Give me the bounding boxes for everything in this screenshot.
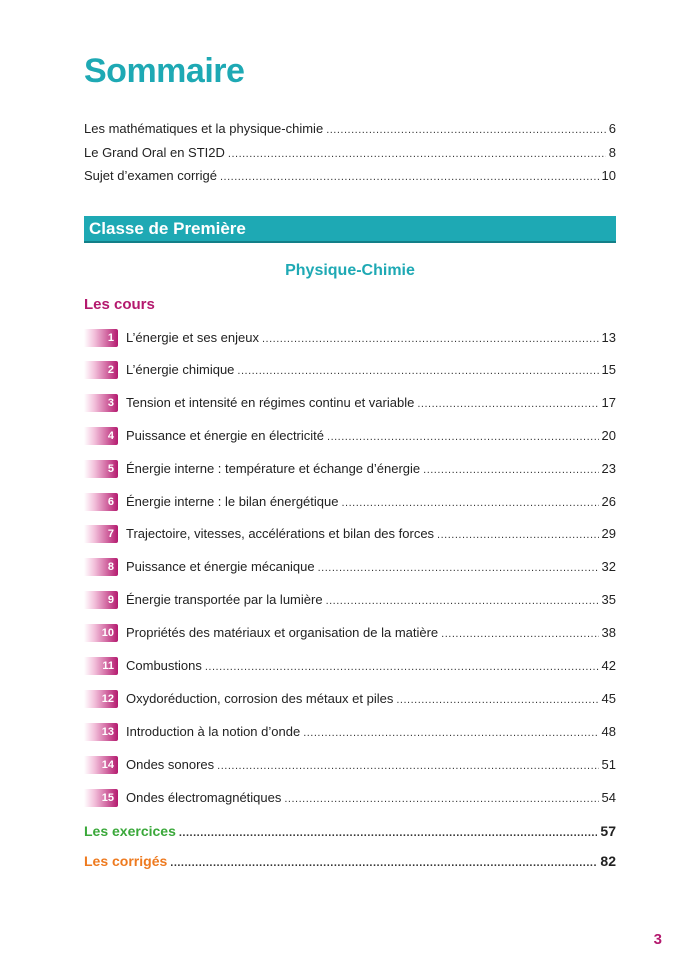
toc-entry-exercises[interactable] — [84, 821, 616, 841]
dot-leader — [327, 427, 599, 447]
course-label: Oxydoréduction, corrosion des métaux et piles — [126, 691, 394, 706]
corrections-page: 82 — [600, 853, 616, 869]
dot-leader — [262, 329, 599, 349]
course-entry[interactable] — [126, 459, 616, 479]
course-label: Combustions — [126, 658, 202, 673]
course-entry[interactable] — [126, 788, 616, 808]
chapter-number-badge: 9 — [84, 591, 118, 609]
course-entry[interactable] — [126, 689, 616, 709]
course-label: Tension et intensité en régimes continu et variable — [126, 395, 415, 410]
dot-leader — [205, 657, 599, 677]
chapter-number-badge: 4 — [84, 427, 118, 445]
course-page: 54 — [601, 790, 616, 805]
course-page: 32 — [601, 559, 616, 574]
course-entry[interactable] — [126, 328, 616, 348]
dot-leader — [237, 361, 598, 381]
dot-leader — [179, 823, 598, 843]
dot-leader — [217, 756, 598, 776]
dot-leader — [170, 853, 597, 873]
toc-entry-label: Le Grand Oral en STI2D — [84, 145, 225, 160]
courses-heading: Les cours — [84, 296, 155, 313]
course-page: 13 — [601, 330, 616, 345]
toc-entry-grand-oral[interactable] — [84, 143, 616, 163]
course-entry[interactable] — [126, 557, 616, 577]
course-label: Trajectoire, vitesses, accélérations et bilan des forces — [126, 526, 435, 541]
course-entry[interactable] — [126, 426, 616, 446]
exercises-page: 57 — [600, 823, 616, 839]
page-title: Sommaire — [84, 52, 245, 90]
toc-entry-label: Les mathématiques et la physique-chimie — [84, 121, 324, 136]
toc-entry-label: Sujet d’examen corrigé — [84, 168, 217, 183]
toc-entry-page: 10 — [601, 168, 616, 183]
dot-leader — [423, 460, 598, 480]
course-page: 45 — [601, 691, 616, 706]
dot-leader — [284, 789, 598, 809]
course-entry[interactable] — [126, 492, 616, 512]
dot-leader — [437, 525, 598, 545]
toc-entry-exam-subject[interactable] — [84, 166, 616, 186]
toc-entry-corrections[interactable] — [84, 851, 616, 871]
dot-leader — [417, 394, 598, 414]
dot-leader — [318, 558, 599, 578]
chapter-number-badge: 15 — [84, 789, 118, 807]
subject-title: Physique-Chimie — [285, 262, 415, 279]
exercises-label: Les exercices — [84, 823, 176, 839]
course-entry[interactable] — [126, 755, 616, 775]
course-entry[interactable] — [126, 393, 616, 413]
dot-leader — [396, 690, 598, 710]
page-number: 3 — [653, 931, 662, 948]
dot-leader — [441, 624, 598, 644]
course-label: Propriétés des matériaux et organisation de la matière — [126, 625, 439, 640]
chapter-number-badge: 3 — [84, 394, 118, 412]
course-label: L’énergie et ses enjeux — [126, 330, 259, 345]
chapter-number-badge: 14 — [84, 756, 118, 774]
toc-entry-page: 8 — [608, 145, 616, 160]
course-label: Puissance et énergie mécanique — [126, 559, 315, 574]
course-page: 35 — [601, 592, 616, 607]
course-label: Énergie interne : le bilan énergétique — [126, 494, 339, 509]
course-page: 29 — [601, 526, 616, 541]
chapter-number-badge: 1 — [84, 329, 118, 347]
course-entry[interactable] — [126, 524, 616, 544]
course-page: 15 — [601, 362, 616, 377]
chapter-number-badge: 10 — [84, 624, 118, 642]
chapter-number-badge: 12 — [84, 690, 118, 708]
course-label: Énergie transportée par la lumière — [126, 592, 323, 607]
course-label: Introduction à la notion d’onde — [126, 724, 301, 739]
dot-leader — [326, 120, 606, 140]
dot-leader — [303, 723, 598, 743]
chapter-number-badge: 8 — [84, 558, 118, 576]
section-header-premiere: Classe de Première — [84, 216, 616, 243]
course-entry[interactable] — [126, 360, 616, 380]
toc-entry-mathematics[interactable] — [84, 119, 616, 139]
course-entry[interactable] — [126, 590, 616, 610]
course-page: 38 — [601, 625, 616, 640]
dot-leader — [220, 167, 599, 187]
course-page: 51 — [601, 757, 616, 772]
course-label: Puissance et énergie en électricité — [126, 428, 325, 443]
course-label: Ondes sonores — [126, 757, 215, 772]
dot-leader — [341, 493, 598, 513]
course-label: Énergie interne : température et échange d’énergie — [126, 461, 421, 476]
course-entry[interactable] — [126, 656, 616, 676]
chapter-number-badge: 13 — [84, 723, 118, 741]
toc-entry-page: 6 — [608, 121, 616, 136]
course-page: 20 — [601, 428, 616, 443]
course-page: 23 — [601, 461, 616, 476]
chapter-number-badge: 2 — [84, 361, 118, 379]
course-label: L’énergie chimique — [126, 362, 235, 377]
chapter-number-badge: 7 — [84, 525, 118, 543]
course-entry[interactable] — [126, 722, 616, 742]
chapter-number-badge: 5 — [84, 460, 118, 478]
course-page: 42 — [601, 658, 616, 673]
dot-leader — [228, 144, 606, 164]
course-page: 17 — [601, 395, 616, 410]
dot-leader — [326, 591, 599, 611]
chapter-number-badge: 6 — [84, 493, 118, 511]
course-entry[interactable] — [126, 623, 616, 643]
course-label: Ondes électromagnétiques — [126, 790, 282, 805]
corrections-label: Les corrigés — [84, 853, 168, 869]
course-page: 26 — [601, 494, 616, 509]
chapter-number-badge: 11 — [84, 657, 118, 675]
course-page: 48 — [601, 724, 616, 739]
